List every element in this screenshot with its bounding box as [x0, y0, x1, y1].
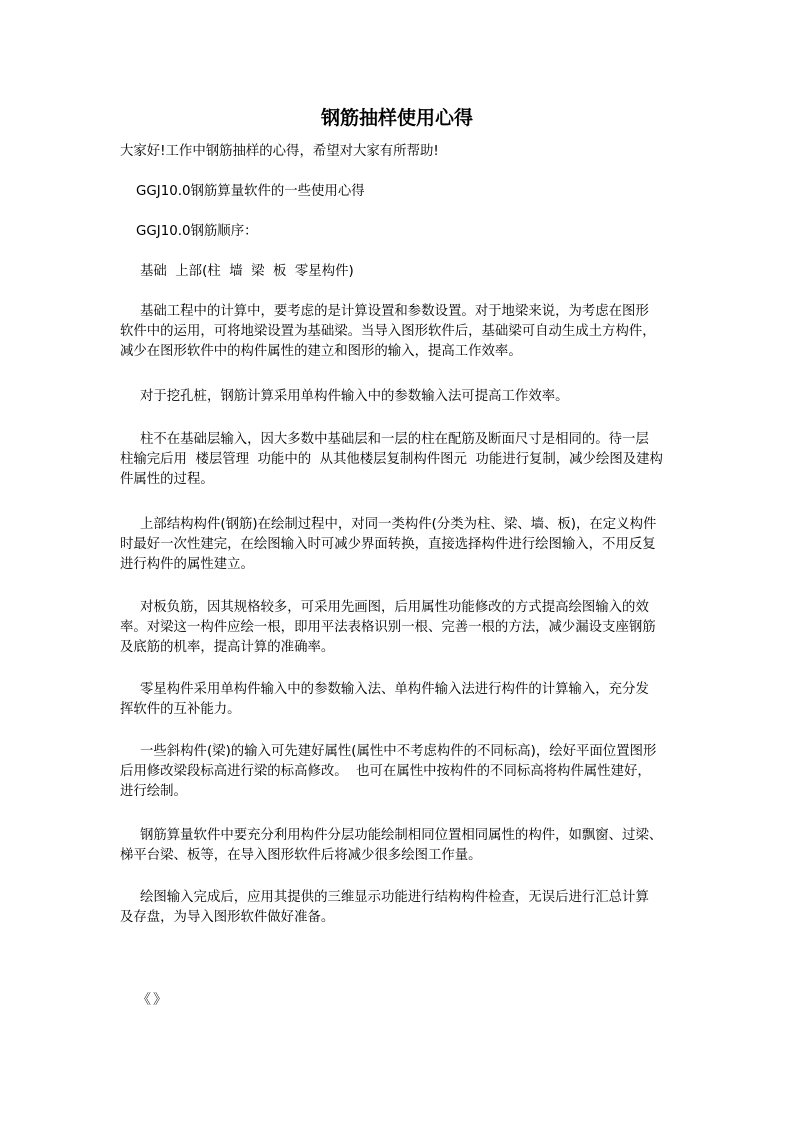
paragraph-line: 及底筋的机率，提高计算的准确率。 [120, 640, 335, 655]
paragraph-line: 后用修改梁段标高进行梁的标高修改。 也可在属性中按构件的不同标高将构件属性建好， [120, 764, 651, 779]
paragraph-line: 柱输完后用 楼层管理 功能中的 从其他楼层复制构件图元 功能进行复制，减少绘图及建构 [120, 452, 663, 467]
paragraph-line: 柱不在基础层输入，因大多数中基础层和一层的柱在配筋及断面尺寸是相同的。待一层 [140, 432, 649, 447]
paragraph-line: 对于挖孔桩，钢筋计算采用单构件输入中的参数输入法可提高工作效率。 [140, 389, 569, 404]
paragraph-superstructure [120, 515, 680, 575]
paragraph-line: 钢筋算量软件中要充分利用构件分层功能绘制相同位置相同属性的构件，如飘窗、过梁、 [140, 828, 663, 843]
paragraph-3d-check [120, 888, 680, 928]
paragraph-line: 上部结构构件(钢筋)在绘制过程中，对同一类构件(分类为柱、梁、墙、板)，在定义构件 [140, 517, 657, 532]
paragraph-line: 减少在图形软件中的构件属性的建立和图形的输入，提高工作效率。 [120, 344, 522, 359]
order-list [140, 262, 700, 282]
paragraph-line: 一些斜构件(梁)的输入可先建好属性(属性中不考虑构件的不同标高)，绘好平面位置图形 [140, 744, 657, 759]
page-title: 钢筋抽样使用心得 [320, 107, 473, 129]
intro-line: 大家好!工作中钢筋抽样的心得，希望对大家有所帮助! [120, 144, 439, 159]
page-navigation [136, 990, 168, 1010]
paragraph-line: 基础工程中的计算中，要考虑的是计算设置和参数设置。对于地梁来说，为考虑在图形 [140, 304, 649, 319]
next-page-link[interactable]: 》 [153, 992, 167, 1008]
paragraph-line: 绘图输入完成后，应用其提供的三维显示功能进行结构构件检查，无误后进行汇总计算 [140, 890, 649, 905]
paragraph-line: 对板负筋，因其规格较多，可采用先画图，后用属性功能修改的方式提高绘图输入的效 [140, 600, 649, 615]
section-heading [136, 182, 696, 202]
order-line: 基础 上部(柱 墙 梁 板 零星构件) [140, 264, 354, 279]
paragraph-slab [120, 598, 680, 658]
paragraph-line: 梯平台梁、板等，在导入图形软件后将减少很多绘图工作量。 [120, 848, 482, 863]
order-heading [136, 222, 696, 242]
intro-text [120, 142, 680, 162]
heading-line: GGJ10.0钢筋算量软件的一些使用心得 [136, 184, 365, 199]
paragraph-column [120, 430, 680, 490]
paragraph-line: 进行构件的属性建立。 [120, 557, 254, 572]
paragraph-line: 及存盘，为导入图形软件做好准备。 [120, 910, 335, 925]
paragraph-misc [120, 680, 680, 720]
paragraph-line: 挥软件的互补能力。 [120, 702, 241, 717]
prev-page-link[interactable]: 《 [137, 992, 151, 1008]
paragraph-line: 件属性的过程。 [120, 472, 214, 487]
paragraph-line: 零星构件采用单构件输入中的参数输入法、单构件输入法进行构件的计算输入，充分发 [140, 682, 649, 697]
paragraph-pile [120, 387, 680, 407]
paragraph-inclined [120, 742, 680, 802]
heading-line: GGJ10.0钢筋顺序： [136, 224, 258, 239]
paragraph-foundation [120, 302, 680, 362]
paragraph-line: 时最好一次性建完，在绘图输入时可减少界面转换，直接选择构件进行绘图输入，不用反复 [120, 537, 656, 552]
paragraph-line: 率。对梁这一构件应绘一根，即用平法表格识别一根、完善一根的方法，减少漏设支座钢筋 [120, 620, 656, 635]
paragraph-layering [120, 826, 680, 866]
paragraph-line: 软件中的运用，可将地梁设置为基础梁。当导入图形软件后，基础梁可自动生成土方构件， [120, 324, 656, 339]
paragraph-line: 进行绘制。 [120, 784, 187, 799]
